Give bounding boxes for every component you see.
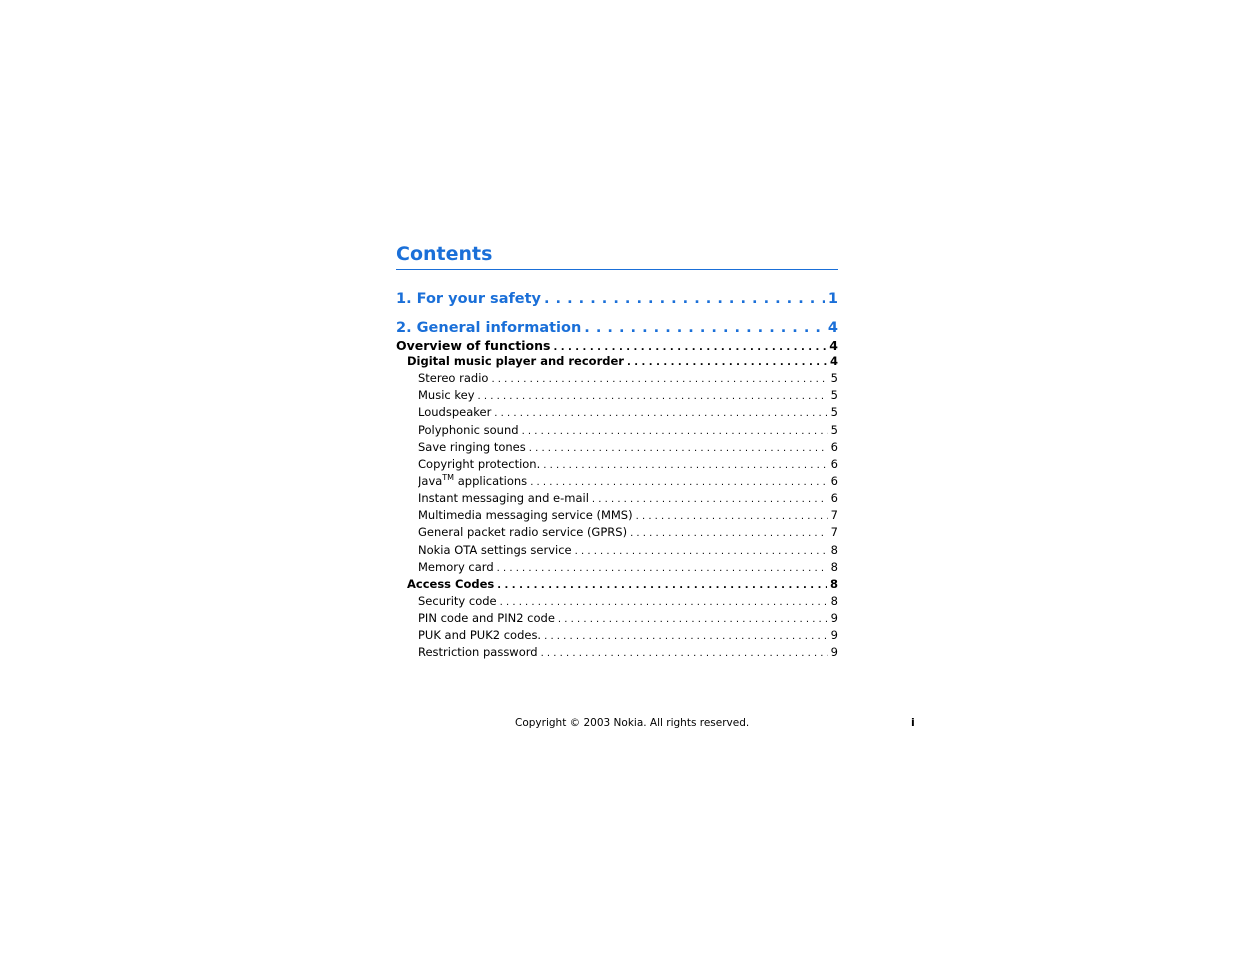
toc-entry-label: Overview of functions xyxy=(396,338,551,353)
toc-page-number: 5 xyxy=(830,405,838,419)
dot-leader xyxy=(494,408,827,419)
toc-page-number: 5 xyxy=(830,423,838,437)
toc-entry-label: Music key xyxy=(418,388,475,402)
dot-leader xyxy=(497,580,827,591)
toc-entry-label: 1. For your safety xyxy=(396,291,541,307)
toc-page-number: 7 xyxy=(830,525,838,539)
toc-entry-label: 2. General information xyxy=(396,320,582,336)
toc-entry-gprs[interactable] xyxy=(418,525,838,541)
dot-leader xyxy=(584,320,825,336)
toc-entry-access-codes[interactable] xyxy=(407,577,838,593)
dot-leader xyxy=(575,546,828,557)
toc-page-number: 4 xyxy=(827,320,838,336)
toc-entry-label: Access Codes xyxy=(407,577,495,591)
toc-entry-instant-messaging[interactable] xyxy=(418,491,838,507)
trademark-superscript: TM xyxy=(442,474,455,483)
java-label: Java xyxy=(418,474,443,488)
dot-leader xyxy=(553,342,826,353)
toc-page-number: 6 xyxy=(830,457,838,471)
toc-page-number: 8 xyxy=(830,543,838,557)
toc-entry-label: PUK and PUK2 codes. xyxy=(418,628,542,642)
toc-entry-label: Loudspeaker xyxy=(418,405,492,419)
toc-entry-label: Restriction password xyxy=(418,645,538,659)
toc-entry-java-applications[interactable] xyxy=(418,474,838,490)
toc-entry-label: Instant messaging and e-mail xyxy=(418,491,589,505)
toc-page-number: 9 xyxy=(830,611,838,625)
toc-entry-label: Copyright protection. xyxy=(418,457,541,471)
dot-leader xyxy=(543,460,827,471)
dot-leader xyxy=(544,631,828,642)
toc-entry-save-ringing-tones[interactable] xyxy=(418,440,838,456)
toc-entry-label: Digital music player and recorder xyxy=(407,354,624,368)
toc-page-number: 8 xyxy=(830,560,838,574)
toc-entry-label: Security code xyxy=(418,594,497,608)
toc-page-number: 4 xyxy=(829,338,838,353)
toc-entry-label: Save ringing tones xyxy=(418,440,526,454)
dot-leader xyxy=(530,477,827,488)
toc-entry-stereo-radio[interactable] xyxy=(418,371,838,387)
toc-entry-label: PIN code and PIN2 code xyxy=(418,611,555,625)
dot-leader xyxy=(636,511,828,522)
toc-page-number: 1 xyxy=(827,291,838,307)
java-label-suffix: applications xyxy=(454,474,528,488)
dot-leader xyxy=(630,528,828,539)
page-title: Contents xyxy=(396,243,493,265)
toc-page-number: 9 xyxy=(830,628,838,642)
dot-leader xyxy=(522,426,828,437)
toc-entry-label xyxy=(418,474,527,488)
dot-leader xyxy=(500,597,828,608)
dot-leader xyxy=(627,357,827,368)
toc-page-number: 7 xyxy=(830,508,838,522)
toc-page-number: 4 xyxy=(829,354,838,368)
toc-entry-mms[interactable] xyxy=(418,508,838,524)
dot-leader xyxy=(592,494,828,505)
toc-entry-memory-card[interactable] xyxy=(418,560,838,576)
toc-page-number: 6 xyxy=(830,474,838,488)
toc-entry-nokia-ota[interactable] xyxy=(418,543,838,559)
toc-entry-general-information[interactable] xyxy=(396,320,838,340)
toc-entry-polyphonic-sound[interactable] xyxy=(418,423,838,439)
dot-leader xyxy=(497,563,828,574)
toc-entry-overview-of-functions[interactable] xyxy=(396,338,838,355)
toc-entry-label: Polyphonic sound xyxy=(418,423,519,437)
dot-leader xyxy=(544,291,825,307)
toc-page-number: 8 xyxy=(829,577,838,591)
toc-page-number: 6 xyxy=(830,491,838,505)
toc-entry-security-code[interactable] xyxy=(418,594,838,610)
toc-entry-digital-music-player[interactable] xyxy=(407,354,838,370)
copyright-footer: Copyright © 2003 Nokia. All rights reserved. xyxy=(515,717,750,729)
toc-page-number: 9 xyxy=(830,645,838,659)
dot-leader xyxy=(478,391,828,402)
toc-entry-music-key[interactable] xyxy=(418,388,838,404)
toc-entry-puk-codes[interactable] xyxy=(418,628,838,644)
toc-entry-label: Memory card xyxy=(418,560,494,574)
dot-leader xyxy=(491,374,827,385)
toc-page-number: 8 xyxy=(830,594,838,608)
toc-page-number: 5 xyxy=(830,371,838,385)
toc-entry-loudspeaker[interactable] xyxy=(418,405,838,421)
page-number: i xyxy=(911,716,915,729)
toc-entry-label: Nokia OTA settings service xyxy=(418,543,572,557)
toc-entry-pin-code[interactable] xyxy=(418,611,838,627)
toc-entry-for-your-safety[interactable] xyxy=(396,291,838,311)
toc-entry-restriction-password[interactable] xyxy=(418,645,838,661)
toc-entry-label: General packet radio service (GPRS) xyxy=(418,525,628,539)
toc-entry-label: Stereo radio xyxy=(418,371,489,385)
toc-page-number: 6 xyxy=(830,440,838,454)
toc-page-number: 5 xyxy=(830,388,838,402)
toc-entry-copyright-protection[interactable] xyxy=(418,457,838,473)
dot-leader xyxy=(529,443,828,454)
dot-leader xyxy=(541,648,828,659)
dot-leader xyxy=(558,614,828,625)
toc-entry-label: Multimedia messaging service (MMS) xyxy=(418,508,633,522)
